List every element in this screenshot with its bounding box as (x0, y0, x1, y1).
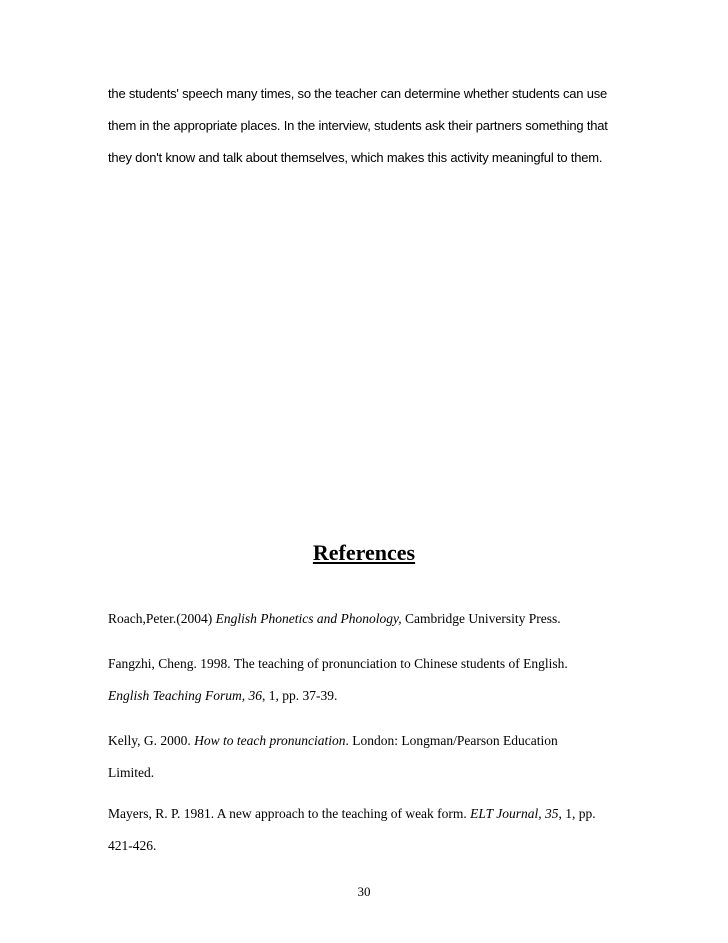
reference-text: Cambridge University Press. (401, 611, 561, 626)
reference-text: , 1, pp. (558, 806, 596, 821)
reference-1-line-1 (108, 603, 668, 635)
reference-entry-2 (108, 648, 668, 712)
reference-title: English Teaching Forum, 36 (108, 688, 263, 703)
reference-3-line-2 (108, 757, 668, 789)
reference-text: 421-426. (108, 838, 157, 853)
reference-title: English Phonetics and Phonology, (215, 611, 402, 626)
page-number: 30 (357, 884, 371, 899)
reference-3-line-1 (108, 725, 668, 757)
reference-2-line-1 (108, 648, 668, 680)
body-paragraph (108, 78, 668, 174)
references-heading: References (312, 540, 416, 565)
reference-entry-1 (108, 603, 668, 635)
reference-text: Kelly, G. 2000. (108, 733, 195, 748)
reference-text: Fangzhi, Cheng. 1998. The teaching of pronunciation to Chinese students of English. (108, 656, 568, 671)
reference-4-line-1 (108, 798, 668, 830)
reference-4-line-2 (108, 830, 668, 862)
reference-title: ELT Journal, 35 (470, 806, 559, 821)
reference-text: Roach,Peter.(2004) (108, 611, 216, 626)
reference-text: , 1, pp. 37-39. (262, 688, 338, 703)
body-line-2: them in the appropriate places. In the interview, students ask their partners something that (108, 118, 608, 133)
reference-2-line-2 (108, 680, 668, 712)
reference-entry-4 (108, 798, 668, 862)
reference-title: How to teach pronunciation (194, 733, 346, 748)
reference-entry-3 (108, 725, 668, 789)
reference-text: Mayers, R. P. 1981. A new approach to the teaching of weak form. (108, 806, 471, 821)
body-line-3: they don't know and talk about themselves, which makes this activity meaningful to them. (108, 150, 603, 165)
reference-text: Limited. (108, 765, 155, 780)
body-line-1: the students' speech many times, so the teacher can determine whether students can use (108, 86, 608, 101)
reference-text: . London: Longman/Pearson Education (345, 733, 558, 748)
